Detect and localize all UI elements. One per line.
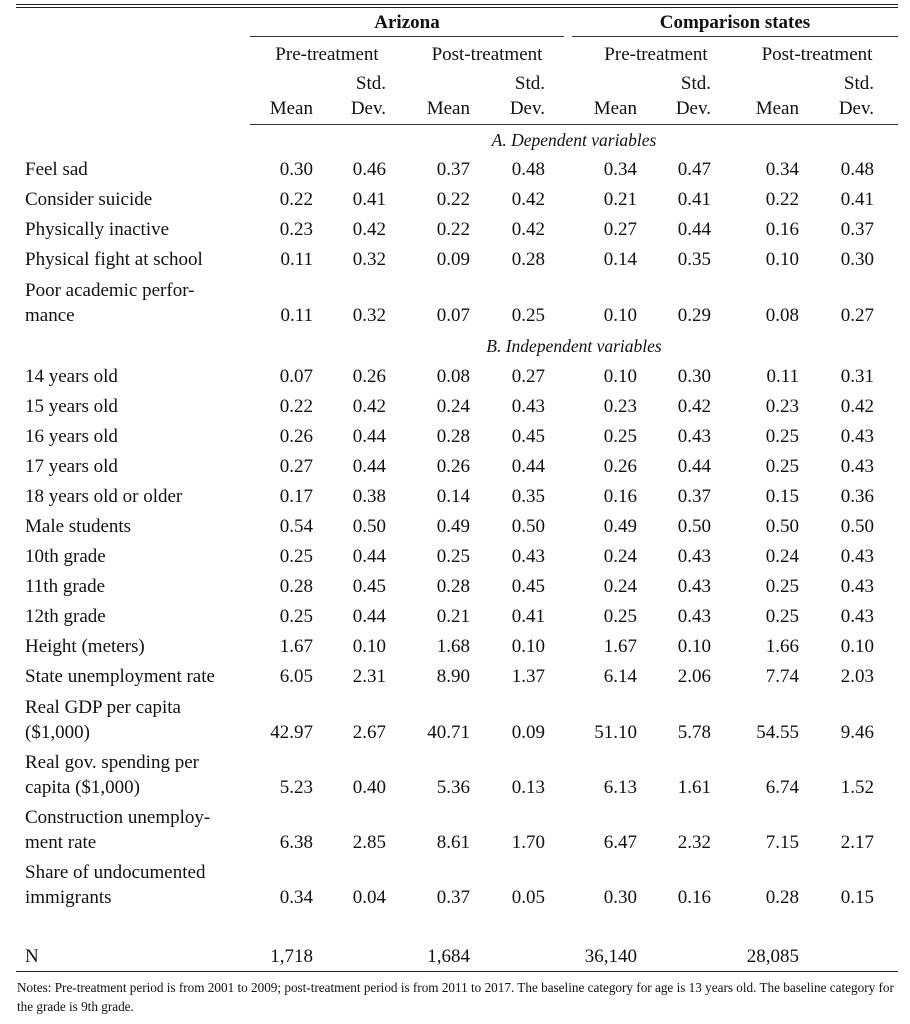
table-cell-value: 0.24 [603, 576, 637, 597]
table-cell-value: 0.37 [436, 886, 470, 908]
table-cell-value: 0.15 [765, 486, 799, 507]
row-label: Feel sad [25, 159, 88, 180]
column-header-mean: Mean [593, 98, 637, 119]
table-cell-value: 0.50 [840, 516, 874, 537]
table-cell-value: 0.32 [352, 249, 386, 270]
table-cell-value: 6.13 [603, 776, 637, 798]
table-cell-value: 0.43 [840, 606, 874, 627]
table-cell-value: 0.44 [677, 219, 711, 240]
table-cell-value: 0.35 [677, 249, 711, 270]
row-label: Share of undocumented [25, 862, 206, 883]
table-cell-value: 0.42 [677, 396, 711, 417]
table-cell-value: 0.34 [603, 159, 637, 180]
table-cell-value: 0.50 [765, 516, 799, 537]
table-cell-value: 5.78 [677, 721, 711, 743]
table-cell-value: 0.44 [352, 606, 386, 627]
table-cell-value: 0.30 [279, 159, 313, 180]
table-cell-value: 0.47 [677, 159, 711, 180]
table-cell-value: 1.68 [436, 636, 470, 657]
table-cell-value: 0.27 [511, 366, 545, 387]
table-cell-value: 0.04 [352, 886, 386, 908]
table-cell-value: 0.34 [765, 159, 799, 180]
table-cell-value: 0.44 [352, 456, 386, 477]
row-label: 17 years old [25, 456, 118, 477]
table-cell-value: 1.66 [765, 636, 799, 657]
row-label: capita ($1,000) [25, 776, 141, 798]
table-cell-value: 1.67 [603, 636, 637, 657]
table-cell-value: 0.10 [840, 636, 874, 657]
table-cell-value: 0.48 [840, 159, 874, 180]
panel-title: B. Independent variables [486, 336, 662, 356]
row-label: State unemployment rate [25, 666, 215, 687]
table-cell-value: 0.30 [840, 249, 874, 270]
table-cell-value: 0.11 [280, 249, 313, 270]
table-cell-value: 51.10 [594, 721, 637, 743]
table-cell-value: 0.36 [840, 486, 874, 507]
table-cell-value: 0.09 [436, 249, 470, 270]
table-cell-value: 6.47 [603, 831, 637, 853]
table-cell-value: 1.52 [840, 776, 874, 798]
table-cell-value: 8.90 [436, 666, 470, 687]
table-cell-value: 2.31 [352, 666, 386, 687]
column-header-std-dev-line2: Dev. [675, 98, 711, 119]
n-row-label: N [25, 946, 39, 967]
table-cell-value: 6.74 [765, 776, 799, 798]
table-cell-value: 0.10 [677, 636, 711, 657]
table-cell-value: 2.17 [840, 831, 874, 853]
table-cell-value: 0.22 [279, 396, 313, 417]
table-cell-value: 0.10 [511, 636, 545, 657]
table-cell-value: 54.55 [756, 721, 799, 743]
table-cell-value: 0.44 [511, 456, 545, 477]
table-cell-value: 0.27 [603, 219, 637, 240]
row-label: Real gov. spending per [25, 752, 199, 773]
table-cell-value: 2.85 [352, 831, 386, 853]
table-cell-value: 0.37 [840, 219, 874, 240]
table-cell-value: 0.43 [840, 426, 874, 447]
table-cell-value: 0.45 [511, 426, 545, 447]
table-cell-value: 0.28 [279, 576, 313, 597]
table-cell-value: 0.15 [840, 886, 874, 908]
row-label: Construction unemploy- [25, 807, 211, 828]
table-cell-value: 0.25 [511, 304, 545, 326]
column-header-std-dev-line2: Dev. [350, 98, 386, 119]
table-cell-value: 0.25 [279, 606, 313, 627]
table-cell-value: 0.43 [677, 546, 711, 567]
group-header-comparison-states: Comparison states [659, 12, 811, 33]
table-cell-value: 5.36 [436, 776, 470, 798]
table-cell-value: 0.22 [765, 189, 799, 210]
row-label: Physical fight at school [25, 249, 203, 270]
column-header-std-dev-line2: Dev. [509, 98, 545, 119]
table-cell-value: 0.40 [352, 776, 386, 798]
table-cell-value: 0.31 [840, 366, 874, 387]
table-cell-value: 0.44 [352, 426, 386, 447]
row-label: ($1,000) [25, 721, 90, 743]
table-cell-value: 0.42 [352, 396, 386, 417]
table-cell-value: 1.37 [511, 666, 545, 687]
table-cell-value: 0.28 [765, 886, 799, 908]
table-cell-value: 0.37 [436, 159, 470, 180]
table-cell-value: 0.25 [765, 576, 799, 597]
table-notes: Notes: Pre-treatment period is from 2001 to 2009; post-treatment period is from 2011 to 2017. The baseline category for age is 13 years old. The baseline category for the grade is 9th grade. [17, 980, 894, 1014]
table-cell-value: 0.41 [677, 189, 711, 210]
row-label: 16 years old [25, 426, 118, 447]
table-cell-value: 0.43 [840, 546, 874, 567]
table-cell-value: 0.44 [677, 456, 711, 477]
row-label: Poor academic perfor- [25, 280, 195, 301]
row-label: Height (meters) [25, 636, 145, 657]
table-cell-value: 0.49 [436, 516, 470, 537]
table-cell-value: 0.27 [840, 304, 874, 326]
n-row-value: 1,718 [270, 946, 313, 967]
table-cell-value: 0.34 [279, 886, 313, 908]
column-header-std-dev-line1: Std. [514, 73, 545, 94]
table-cell-value: 0.23 [603, 396, 637, 417]
table-cell-value: 0.42 [511, 189, 545, 210]
table-cell-value: 0.35 [511, 486, 545, 507]
group-underline-arizona [250, 36, 564, 37]
table-cell-value: 7.15 [765, 831, 799, 853]
table-cell-value: 0.16 [677, 886, 711, 908]
column-header-mean: Mean [426, 98, 470, 119]
table-cell-value: 0.32 [352, 304, 386, 326]
table-cell-value: 0.21 [436, 606, 470, 627]
table-cell-value: 0.43 [677, 576, 711, 597]
table-cell-value: 1.70 [511, 831, 545, 853]
n-row-value: 1,684 [427, 946, 470, 967]
column-header-mean: Mean [269, 98, 313, 119]
n-row-value: 28,085 [746, 946, 799, 967]
table-cell-value: 0.29 [677, 304, 711, 326]
row-label: immigrants [25, 886, 112, 908]
table-cell-value: 0.41 [511, 606, 545, 627]
table-cell-value: 0.25 [603, 606, 637, 627]
table-cell-value: 0.43 [511, 546, 545, 567]
header-underline [250, 124, 898, 125]
group-underline-comparison-states [572, 36, 898, 37]
table-cell-value: 6.05 [279, 666, 313, 687]
row-label: Physically inactive [25, 219, 170, 240]
table-cell-value: 40.71 [427, 721, 470, 743]
table-cell-value: 0.14 [603, 249, 637, 270]
table-cell-value: 0.07 [436, 304, 470, 326]
table-cell-value: 6.38 [279, 831, 313, 853]
table-cell-value: 0.22 [279, 189, 313, 210]
table-cell-value: 0.07 [279, 366, 313, 387]
table-cell-value: 0.14 [436, 486, 470, 507]
table-cell-value: 0.28 [511, 249, 545, 270]
table-cell-value: 0.05 [511, 886, 545, 908]
table-cell-value: 0.49 [603, 516, 637, 537]
period-header-comp-pre: Pre-treatment [604, 44, 708, 65]
column-header-std-dev-line1: Std. [843, 73, 874, 94]
column-header-std-dev-line2: Dev. [838, 98, 874, 119]
table-cell-value: 0.08 [765, 304, 799, 326]
period-header-az-pre: Pre-treatment [275, 44, 379, 65]
row-label: mance [25, 304, 75, 326]
table-cell-value: 2.06 [677, 666, 711, 687]
table-cell-value: 0.17 [279, 486, 313, 507]
table-cell-value: 0.25 [436, 546, 470, 567]
table-cell-value: 0.10 [352, 636, 386, 657]
table-cell-value: 0.42 [352, 219, 386, 240]
table-cell-value: 0.10 [765, 249, 799, 270]
table-cell-value: 2.32 [677, 831, 711, 853]
table-cell-value: 0.25 [603, 426, 637, 447]
table-cell-value: 0.37 [677, 486, 711, 507]
panel-title: A. Dependent variables [491, 130, 657, 150]
row-label: 14 years old [25, 366, 118, 387]
top-rule [16, 4, 898, 5]
table-cell-value: 9.46 [840, 721, 874, 743]
table-cell-value: 0.41 [352, 189, 386, 210]
row-label: Consider suicide [25, 189, 153, 210]
table-cell-value: 7.74 [765, 666, 799, 687]
table-cell-value: 0.25 [765, 606, 799, 627]
table-cell-value: 0.38 [352, 486, 386, 507]
table-cell-value: 0.09 [511, 721, 545, 743]
table-cell-value: 0.43 [840, 576, 874, 597]
table-cell-value: 0.11 [766, 366, 799, 387]
table-cell-value: 0.26 [603, 456, 637, 477]
row-label: Real GDP per capita [25, 697, 181, 718]
table-cell-value: 0.42 [840, 396, 874, 417]
table-cell-value: 0.42 [511, 219, 545, 240]
table-cell-value: 0.50 [352, 516, 386, 537]
table-cell-value: 0.26 [352, 366, 386, 387]
table-cell-value: 0.50 [511, 516, 545, 537]
column-header-mean: Mean [755, 98, 799, 119]
table-cell-value: 0.16 [603, 486, 637, 507]
row-label: ment rate [25, 831, 97, 853]
table-cell-value: 0.13 [511, 776, 545, 798]
row-label: 11th grade [25, 576, 106, 597]
table-cell-value: 2.67 [352, 721, 386, 743]
group-header-arizona: Arizona [374, 12, 440, 33]
table-cell-value: 0.23 [279, 219, 313, 240]
row-label: 12th grade [25, 606, 106, 627]
table-cell-value: 0.46 [352, 159, 386, 180]
row-label: Male students [25, 516, 132, 537]
table-cell-value: 0.43 [677, 426, 711, 447]
table-cell-value: 0.27 [279, 456, 313, 477]
table-cell-value: 0.25 [765, 426, 799, 447]
table-cell-value: 1.61 [677, 776, 711, 798]
top-rule-double [16, 7, 898, 8]
table-cell-value: 0.43 [511, 396, 545, 417]
table-cell-value: 0.22 [436, 189, 470, 210]
bottom-rule [16, 971, 898, 972]
table-cell-value: 6.14 [603, 666, 637, 687]
table-cell-value: 0.45 [511, 576, 545, 597]
table-cell-value: 0.44 [352, 546, 386, 567]
table-cell-value: 0.48 [511, 159, 545, 180]
table-cell-value: 0.25 [279, 546, 313, 567]
table-cell-value: 0.11 [280, 304, 313, 326]
period-header-az-post: Post-treatment [431, 44, 543, 65]
table-cell-value: 0.22 [436, 219, 470, 240]
table-cell-value: 0.24 [603, 546, 637, 567]
table-cell-value: 0.43 [677, 606, 711, 627]
table-cell-value: 0.28 [436, 576, 470, 597]
table-cell-value: 5.23 [279, 776, 313, 798]
table-cell-value: 0.10 [603, 366, 637, 387]
table-cell-value: 0.26 [436, 456, 470, 477]
table-cell-value: 0.21 [603, 189, 637, 210]
row-label: 15 years old [25, 396, 118, 417]
column-header-std-dev-line1: Std. [680, 73, 711, 94]
table-cell-value: 0.26 [279, 426, 313, 447]
row-label: 10th grade [25, 546, 106, 567]
table-cell-value: 0.24 [436, 396, 470, 417]
table-cell-value: 0.50 [677, 516, 711, 537]
period-header-comp-post: Post-treatment [761, 44, 873, 65]
table-cell-value: 0.10 [603, 304, 637, 326]
table-cell-value: 0.54 [279, 516, 313, 537]
n-row-value: 36,140 [584, 946, 637, 967]
table-cell-value: 0.24 [765, 546, 799, 567]
table-cell-value: 0.28 [436, 426, 470, 447]
table-cell-value: 0.30 [677, 366, 711, 387]
table-cell-value: 42.97 [270, 721, 313, 743]
row-label: 18 years old or older [25, 486, 183, 507]
table-cell-value: 2.03 [840, 666, 874, 687]
table-cell-value: 0.30 [603, 886, 637, 908]
table-cell-value: 1.67 [279, 636, 313, 657]
column-header-std-dev-line1: Std. [355, 73, 386, 94]
table-cell-value: 0.08 [436, 366, 470, 387]
table-cell-value: 0.41 [840, 189, 874, 210]
table-cell-value: 0.25 [765, 456, 799, 477]
table-cell-value: 0.16 [765, 219, 799, 240]
table-cell-value: 8.61 [436, 831, 470, 853]
table-cell-value: 0.43 [840, 456, 874, 477]
table-cell-value: 0.23 [765, 396, 799, 417]
table-cell-value: 0.45 [352, 576, 386, 597]
